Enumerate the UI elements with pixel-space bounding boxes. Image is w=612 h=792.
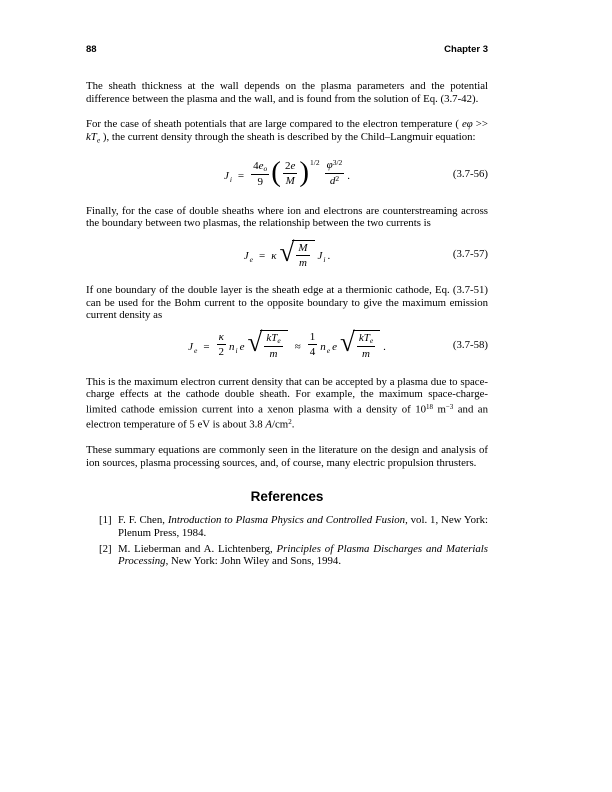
eq56-exponent: 1/2 <box>310 158 320 168</box>
eq58-square-root-1 <box>247 327 288 360</box>
eq56-period: . <box>347 169 351 182</box>
equation-current-ratio <box>86 237 488 271</box>
eq58-period: . <box>383 340 386 353</box>
eq58-charge: e <box>239 340 245 353</box>
math-inline-kte-sub: e <box>96 135 101 145</box>
reference-publisher: , vol. 1, New York: Plenum Press, 1984. <box>118 514 489 539</box>
eq58-kte: kT <box>266 331 278 344</box>
text-segment: . <box>291 418 295 431</box>
eq57-period: . <box>327 250 331 263</box>
eq56-phi: φ <box>326 159 333 172</box>
exponent-2: 2 <box>288 418 292 427</box>
eq56-coef: 4 <box>253 159 259 172</box>
radical-icon: √ <box>279 236 295 267</box>
reference-label: [1] <box>99 514 112 527</box>
exponent-minus-3: −3 <box>445 403 454 412</box>
text-segment: For the case of sheath potentials that are large compared to the electron temperature ( <box>86 118 462 131</box>
eq57-square-root <box>279 236 315 269</box>
reference-list <box>86 514 488 567</box>
text-segment: >> <box>472 118 488 131</box>
eq56-epsilon: e <box>258 159 264 172</box>
page-number: 88 <box>86 44 97 55</box>
eq58-kte-sub: e <box>369 336 374 346</box>
reference-label: [2] <box>99 542 112 555</box>
eq56-charge: e <box>290 160 296 173</box>
eq58-ion-density: n <box>229 340 235 353</box>
eq58-kappa-fraction <box>217 331 227 358</box>
eq57-ion-mass: M <box>298 241 308 254</box>
eq57-rhs: J <box>317 250 323 263</box>
paragraph-sheath-potentials <box>86 118 488 147</box>
reference-title: Principles of Plasma Discharges and Materials Processing <box>118 542 488 568</box>
eq57-kappa: κ <box>271 250 277 263</box>
eq58-lhs: J <box>188 340 193 353</box>
eq57-rhs-sub: i <box>323 255 326 265</box>
eq58-kappa: κ <box>218 331 224 344</box>
paragraph-double-sheaths: Finally, for the case of double sheaths where ion and electrons are counterstreaming across the boundary between two plasmas, the relationship between the two currents is <box>86 204 488 230</box>
eq58-kte: kT <box>358 331 370 344</box>
eq58-lhs-sub: e <box>193 345 198 355</box>
math-inline-kte: kT <box>86 130 97 143</box>
text-segment: This is the maximum electron current density that can be accepted by a plasma due to space-charge effects at the cathode double sheath. For example, the maximum space-charge-limited cathode emission current into a xenon plasma with a density of 10 <box>86 375 488 416</box>
eq58-kte-sub: e <box>277 336 281 346</box>
eq58-one: 1 <box>309 331 316 344</box>
eq58-thermal-ratio-2 <box>357 332 375 360</box>
eq56-potential-fraction <box>325 159 345 188</box>
eq56-ion-mass: M <box>283 173 297 187</box>
reference-publisher: , New York: John Wiley and Sons, 1994. <box>165 555 342 568</box>
paragraph-sheath-thickness: The sheath thickness at the wall depends on the plasma parameters and the potential difference between the plasma and the wall, and is found from the solution of Eq. (3.7-42). <box>86 80 488 105</box>
equals-sign: = <box>203 340 210 353</box>
running-header <box>86 44 488 56</box>
text-segment: /cm <box>272 418 289 431</box>
eq57-lhs: J <box>243 250 249 263</box>
reference-authors: F. F. Chen, <box>118 514 168 527</box>
paragraph-max-current-example <box>86 376 488 431</box>
approx-sign: ≈ <box>294 340 301 353</box>
eq58-electron-mass: m <box>357 346 375 360</box>
eq58-ion-density-sub: i <box>235 345 238 355</box>
eq56-mass-fraction <box>283 160 297 187</box>
eq57-mass-ratio <box>296 242 309 269</box>
reference-item <box>86 514 488 539</box>
references-heading: References <box>250 489 324 505</box>
equals-sign: = <box>259 250 266 263</box>
eq56-lhs-sub: i <box>229 174 232 184</box>
text-segment: m <box>433 403 446 416</box>
equation-child-langmuir <box>86 156 488 192</box>
unit-ampere: A <box>265 418 272 431</box>
eq56-epsilon-sub: o <box>263 164 268 174</box>
eq56-two: 2 <box>284 160 291 173</box>
reference-item <box>86 543 488 568</box>
chapter-label: Chapter 3 <box>444 44 488 55</box>
eq58-square-root-2 <box>339 327 380 360</box>
eq57-electron-mass: m <box>296 255 309 269</box>
reference-authors: M. Lieberman and A. Lichtenberg, <box>118 542 277 555</box>
eq56-gap: d <box>329 175 336 188</box>
eq58-electron-density-sub: e <box>326 345 331 355</box>
reference-title: Introduction to Plasma Physics and Controlled Fusion <box>167 514 406 527</box>
equation-emission-current <box>86 327 488 363</box>
radical-icon: √ <box>339 327 355 358</box>
eq56-lhs: J <box>223 169 229 182</box>
paragraph-summary: These summary equations are commonly seen in the literature on the design and analysis of ion sources, plasma processing sources, and, of course, many electric propulsion thrusters. <box>86 444 488 469</box>
math-inline-ephi: eφ <box>461 118 473 131</box>
eq58-two: 2 <box>218 346 225 359</box>
eq58-charge-2: e <box>332 340 337 353</box>
equation-number-57: (3.7-57) <box>452 248 488 261</box>
radical-icon: √ <box>247 327 263 358</box>
eq57-lhs-sub: e <box>249 255 253 265</box>
paragraph-double-layer: If one boundary of the double layer is the sheath edge at a thermionic cathode, Eq. (3.7-51) can be used for the Bohm current to the opposite boundary to give the maximum emission current density as <box>86 284 488 322</box>
text-segment: ), the current density through the sheath is described by the Child–Langmuir equation: <box>100 130 476 143</box>
eq58-electron-density: n <box>320 340 326 353</box>
equation-number-58: (3.7-58) <box>452 338 488 351</box>
eq58-electron-mass: m <box>264 346 282 360</box>
eq56-phi-sup: 3/2 <box>332 158 343 168</box>
exponent-18: 18 <box>426 403 433 412</box>
eq58-four: 4 <box>309 346 316 359</box>
text-segment: and an electron temperature of 5 eV is about 3.8 <box>86 403 488 431</box>
eq56-gap-sup: 2 <box>335 174 340 184</box>
eq56-coefficient-fraction <box>251 160 269 188</box>
right-paren: ) <box>299 156 310 189</box>
eq58-thermal-ratio-1 <box>264 332 282 360</box>
eq56-coef-den: 9 <box>251 174 269 188</box>
equation-number-56: (3.7-56) <box>452 167 488 180</box>
page-content <box>86 44 488 571</box>
equals-sign: = <box>237 169 245 182</box>
eq58-quarter-fraction <box>308 331 318 358</box>
left-paren: ( <box>271 156 281 189</box>
